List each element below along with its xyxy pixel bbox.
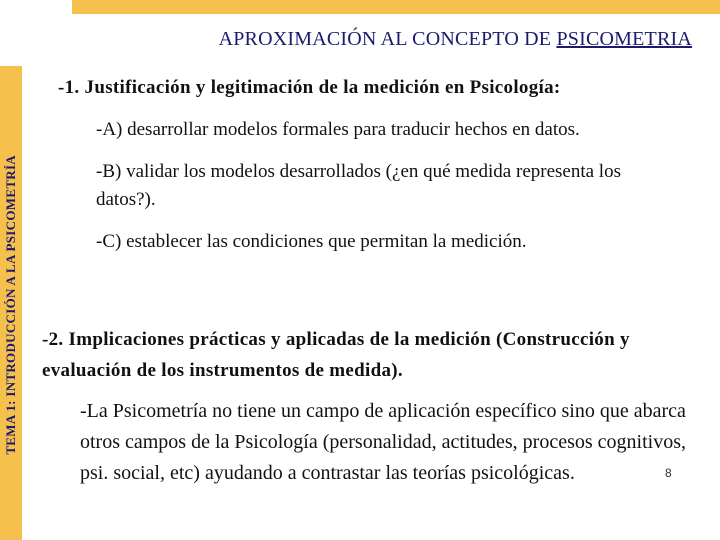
list-item-a: -A) desarrollar modelos formales para traducir hechos en datos.: [96, 119, 580, 140]
list-item-b: -B) validar los modelos desarrollados (¿en qué medida representa los datos?).: [96, 161, 621, 210]
title-text: APROXIMACIÓN AL CONCEPTO DE: [218, 28, 557, 50]
body-paragraph: -La Psicometría no tiene un campo de aplicación específico sino que abarca otros campos de la Psicología (personalidad, actitudes, procesos cognitivos, psi. social, etc) ayudando a contrastar las teorías psicológicas.: [80, 400, 686, 484]
slide-title: [72, 28, 692, 51]
title-underlined-word: PSICOMETRIA: [556, 28, 692, 50]
section-1-heading: -1. Justificación y legitimación de la medición en Psicología:: [58, 77, 561, 98]
side-topic-label: [1, 74, 21, 536]
top-accent-bar: [72, 0, 720, 14]
page-number: 8: [665, 466, 672, 480]
side-topic-text: TEMA 1: INTRODUCCIÓN A LA PSICOMETRÍA: [3, 155, 18, 455]
section-2-heading: -2. Implicaciones prácticas y aplicadas de la medición (Construcción y evaluación de los instrumentos de medida).: [42, 329, 630, 381]
list-item-c: -C) establecer las condiciones que permitan la medición.: [96, 231, 527, 252]
